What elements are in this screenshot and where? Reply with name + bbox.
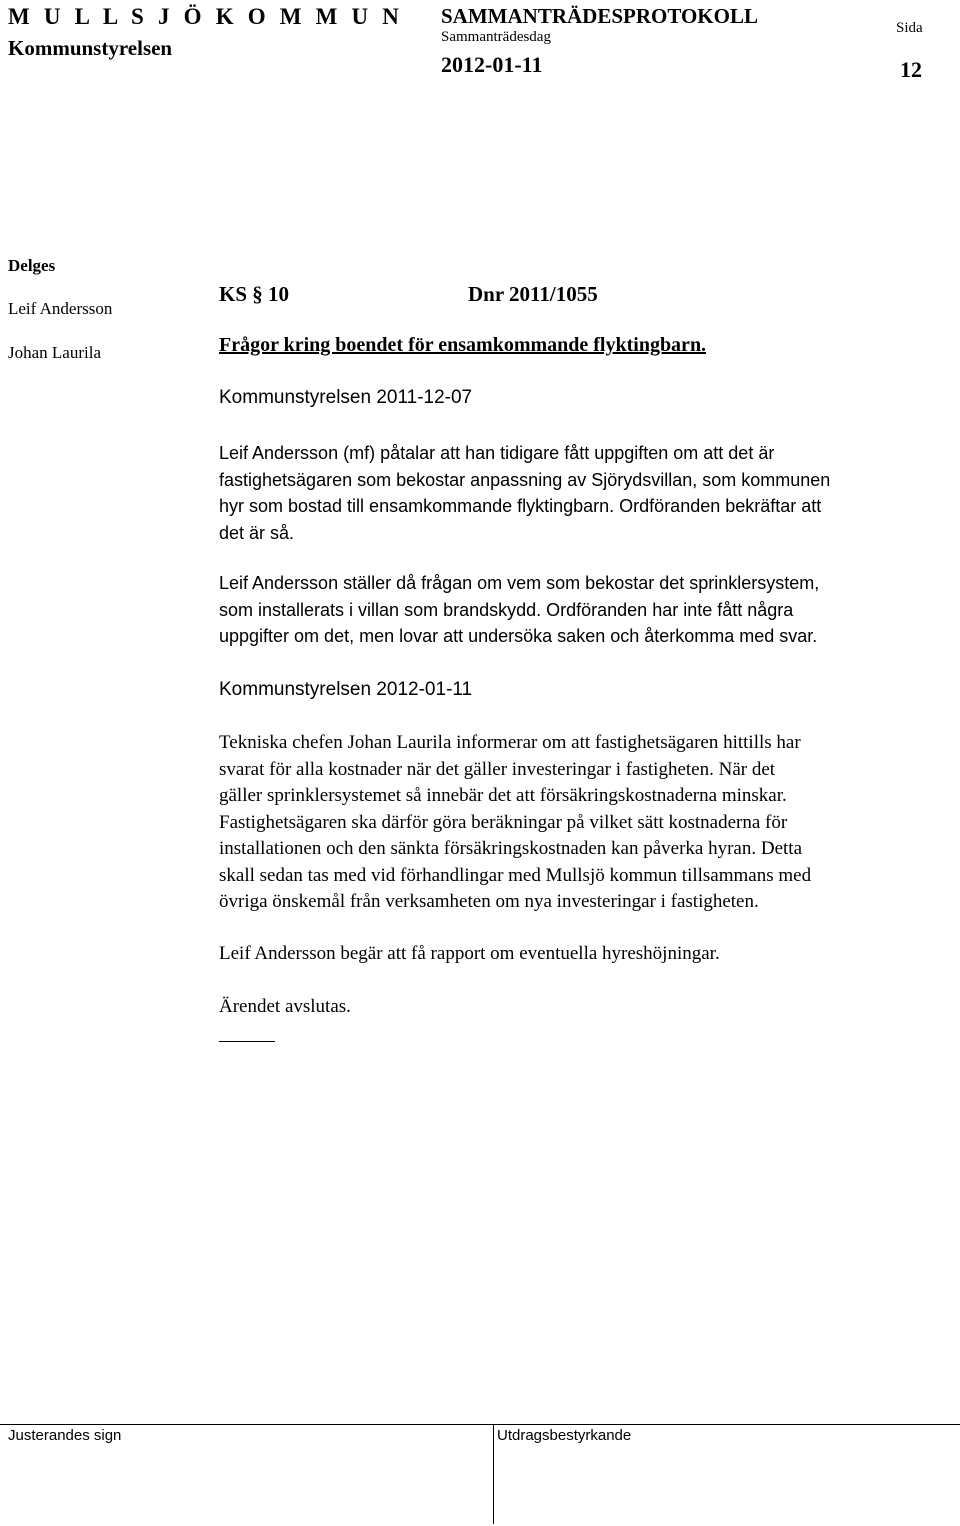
paragraph [219, 941, 949, 968]
unit-name: Kommunstyrelsen [8, 36, 173, 60]
page-label: Sida [896, 20, 923, 36]
diary-number: Dnr 2011/1055 [468, 282, 598, 306]
paragraph-line: skall sedan tas med vid förhandlingar med Mullsjö kommun tillsammans med [219, 864, 812, 886]
paragraph [219, 730, 949, 916]
paragraph-line: det är så. [219, 522, 295, 543]
paragraph-line: Fastighetsägaren ska därför göra beräkningar på vilket sätt kostnaderna för [219, 811, 788, 833]
footer-column-divider [493, 1424, 494, 1524]
paragraph-line: Tekniska chefen Johan Laurila informerar om att fastighetsägaren hittills har [219, 732, 801, 753]
organization-name: M U L L S J Ö K O M M U N [8, 4, 404, 29]
section-heading: Kommunstyrelsen 2012-01-11 [219, 679, 473, 700]
paragraph-line: Ärendet avslutas. [219, 996, 351, 1017]
paragraph-line: uppgifter om det, men lovar att undersöka saken och återkomma med svar. [219, 626, 818, 646]
closing-statement [219, 994, 949, 1021]
meeting-date: 2012-01-11 [441, 52, 543, 77]
paragraph-line: fastighetsägaren som bekostar anpassning av Sjörydsvillan, som kommunen [219, 469, 831, 490]
certification-label: Utdragsbestyrkande [497, 1427, 632, 1444]
case-title: Frågor kring boendet för ensamkommande flyktingbarn. [219, 334, 707, 356]
page-number: 12 [900, 57, 922, 82]
signature-label: Justerandes sign [8, 1427, 122, 1444]
paragraph-line: Leif Andersson (mf) påtalar att han tidigare fått uppgiften om att det är [219, 443, 775, 463]
paragraph [219, 440, 949, 546]
paragraph-line: som installerats i villan som brandskydd. Ordföranden har inte fått några [219, 599, 794, 620]
paragraph-line: Leif Andersson ställer då frågan om vem som bekostar det sprinklersystem, [219, 573, 820, 593]
distribution-recipient: Leif Andersson [8, 299, 113, 318]
section-heading: Kommunstyrelsen 2011-12-07 [219, 387, 473, 408]
paragraph-line: hyr som bostad till ensamkommande flyktingbarn. Ordföranden bekräftar att [219, 496, 822, 516]
document-type: SAMMANTRÄDESPROTOKOLL [441, 4, 758, 28]
end-divider [219, 1041, 275, 1042]
paragraph-line: övriga önskemål från verksamheten om nya investeringar i fastigheten. [219, 891, 759, 912]
meeting-date-label: Sammanträdesdag [441, 29, 551, 45]
paragraph-line: svarat för alla kostnader när det gäller investeringar i fastigheten. När det [219, 758, 776, 780]
paragraph-line: Leif Andersson begär att få rapport om eventuella hyreshöjningar. [219, 943, 720, 964]
paragraph-line: gäller sprinklersystemet så innebär det att försäkringskostnaderna minskar. [219, 785, 787, 806]
case-number: KS § 10 [219, 282, 290, 306]
paragraph-line: installationen och den sänkta försäkringskostnaden kan påverka hyran. Detta [219, 838, 803, 859]
paragraph [219, 570, 949, 650]
distribution-recipient: Johan Laurila [8, 343, 101, 362]
distribution-label: Delges [8, 256, 56, 275]
footer-divider [0, 1424, 960, 1425]
